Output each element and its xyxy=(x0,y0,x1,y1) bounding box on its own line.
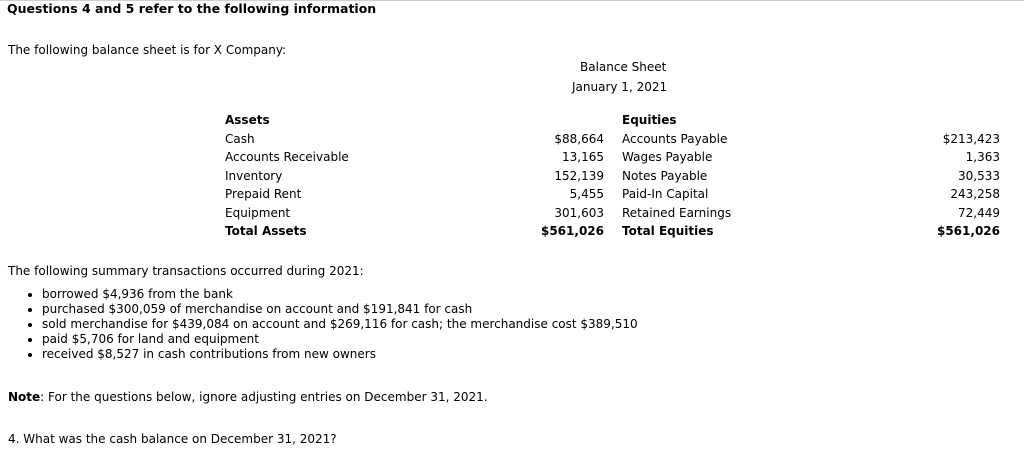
assets-labels xyxy=(225,111,349,241)
equity-label: Retained Earnings xyxy=(622,205,732,220)
list-item: • purchased $300,059 of merchandise on account and $191,841 for cash xyxy=(42,302,638,317)
section-header: Questions 4 and 5 refer to the following information xyxy=(7,1,377,16)
transactions-list xyxy=(8,287,638,362)
total-assets-value: $561,026 xyxy=(540,224,604,238)
asset-label: Inventory xyxy=(225,168,283,183)
asset-value: $88,664 xyxy=(554,131,604,146)
list-item: • borrowed $4,936 from the bank xyxy=(42,287,638,302)
asset-label: Accounts Receivable xyxy=(225,150,349,164)
assets-heading: Assets xyxy=(225,113,270,127)
equities-heading: Equities xyxy=(622,113,677,127)
list-item: • received $8,527 in cash contributions from new owners xyxy=(42,347,638,362)
question-text: 4. What was the cash balance on December 31, 2021? xyxy=(8,432,337,446)
transactions-intro: The following summary transactions occurred during 2021: xyxy=(8,264,364,278)
equity-label: Accounts Payable xyxy=(622,131,728,146)
asset-label: Equipment xyxy=(225,205,291,220)
note xyxy=(8,390,488,404)
equities-labels xyxy=(622,111,731,241)
equities-values xyxy=(910,111,1000,241)
asset-value: 152,139 xyxy=(554,168,604,183)
assets-values xyxy=(520,111,604,241)
equity-value: 1,363 xyxy=(965,150,1000,164)
equity-value: $213,423 xyxy=(942,131,1000,146)
asset-value: 13,165 xyxy=(562,150,604,164)
list-item: • paid $5,706 for land and equipment xyxy=(42,332,638,347)
equity-label: Notes Payable xyxy=(622,168,708,183)
note-text: : For the questions below, ignore adjusting entries on December 31, 2021. xyxy=(40,390,488,404)
equity-value: 72,449 xyxy=(958,205,1000,220)
balance-sheet-date: January 1, 2021 xyxy=(572,80,668,94)
equity-label: Paid-In Capital xyxy=(622,187,709,201)
intro-text: The following balance sheet is for X Company: xyxy=(8,43,287,57)
asset-value: 301,603 xyxy=(554,205,604,220)
asset-label: Cash xyxy=(225,131,255,146)
asset-value: 5,455 xyxy=(569,187,604,201)
note-label: Note xyxy=(8,390,41,404)
equity-label: Wages Payable xyxy=(622,150,713,164)
list-item: • sold merchandise for $439,084 on account and $269,116 for cash; the merchandise cost $389,510 xyxy=(42,317,638,332)
balance-sheet-title: Balance Sheet xyxy=(580,60,667,74)
equity-value: 243,258 xyxy=(950,187,1000,201)
total-equities-label: Total Equities xyxy=(622,224,714,238)
equity-value: 30,533 xyxy=(958,168,1000,183)
total-assets-label: Total Assets xyxy=(225,224,307,238)
asset-label: Prepaid Rent xyxy=(225,187,302,201)
total-equities-value: $561,026 xyxy=(936,224,1000,238)
